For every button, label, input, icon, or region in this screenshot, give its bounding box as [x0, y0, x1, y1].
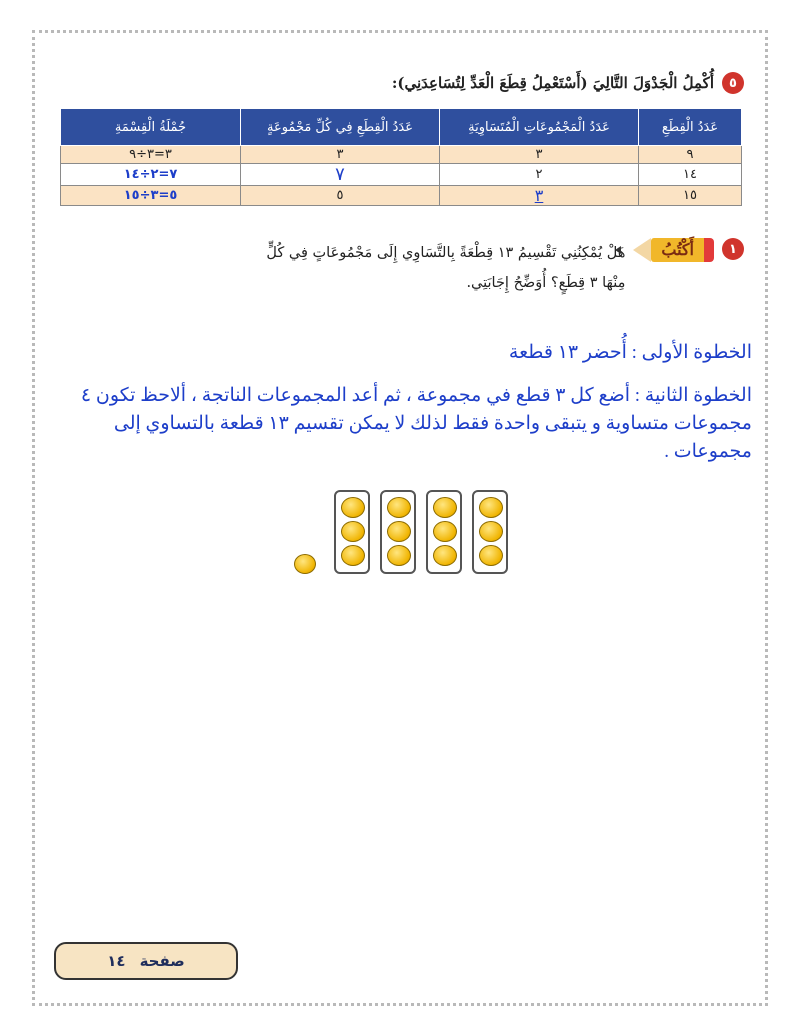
- cell-sentence: ٣=٣÷٩: [61, 146, 241, 164]
- cell-pieces: ٩: [639, 146, 742, 164]
- write-badge-label: أَكْتُبُ: [651, 238, 704, 262]
- question-1: [184, 238, 744, 298]
- question-1-line-1: هَلْ يُمْكِنُنِي تَقْسِيمُ ١٣ قِطْعَةً بِالتَّسَاوِي إِلَى مَجْمُوعَاتٍ فِي كُلٍّ: [266, 245, 626, 261]
- cell-groups: ٢: [440, 164, 639, 186]
- question-5-text: أُكْمِلُ الْجَدْوَلَ التَّالِيَ (أَسْتَعْمِلُ قِطَعَ الْعَدِّ لِتُسَاعِدَنِي):: [391, 74, 714, 92]
- cell-pieces: ١٥: [639, 186, 742, 206]
- pencil-tip: [633, 238, 651, 262]
- counter-chip: [387, 545, 411, 566]
- cell-pieces: ١٤: [639, 164, 742, 186]
- counter-chip: [433, 497, 457, 518]
- table-row: [61, 146, 742, 164]
- counter-chip: [341, 497, 365, 518]
- counter-group: [472, 490, 508, 574]
- question-number-badge: ١: [722, 238, 744, 260]
- question-1-text: [266, 238, 625, 298]
- leftover-counter: [294, 554, 316, 574]
- pencil-eraser: [704, 238, 714, 262]
- question-5: [392, 72, 744, 94]
- question-number-badge: ٥: [722, 72, 744, 94]
- counter-chip: [341, 545, 365, 566]
- cell-per-group: ٣: [241, 146, 440, 164]
- page-number-label: [54, 942, 238, 980]
- division-table: [60, 108, 742, 206]
- answer-step-2: الخطوة الثانية : أضع كل ٣ قطع في مجموعة ، ثم أعد المجموعات الناتجة ، ألاحظ تكون ٤ مجموعات متساوية و يتبقى واحدة فقط لذلك لا يمكن تقسيم ١٣ قطعة بالتساوي إلى مجموعات .: [80, 385, 752, 462]
- counter-group: [426, 490, 462, 574]
- counter-chip: [387, 497, 411, 518]
- table-header-row: [61, 109, 742, 146]
- counter-chip: [479, 545, 503, 566]
- question-1-line-2: مِنْهَا ٣ قِطَعٍ؟ أُوَضِّحُ إِجَابَتِي.: [466, 275, 626, 291]
- cell-per-group: ٥: [241, 186, 440, 206]
- counter-chip: [479, 497, 503, 518]
- counter-group: [380, 490, 416, 574]
- write-pencil-icon: [633, 238, 714, 262]
- counter-chip: [387, 521, 411, 542]
- answer-step-1: الخطوة الأولى : أُحضر ١٣ قطعة: [508, 342, 752, 363]
- cell-groups: ٣: [440, 146, 639, 164]
- header-pieces: عَدَدُ الْقِطَعِ: [639, 109, 742, 146]
- counters-illustration: [292, 488, 512, 580]
- counter-chip: [479, 521, 503, 542]
- header-per-group: عَدَدُ الْقِطَعِ فِي كُلِّ مَجْمُوعَةٍ: [241, 109, 440, 146]
- cell-groups-answer[interactable]: ٣: [440, 186, 639, 206]
- page-label-text: صفحة: [139, 952, 185, 970]
- table-row: [61, 186, 742, 206]
- cell-sentence-answer[interactable]: ٥=٣÷١٥: [61, 186, 241, 206]
- table-row: [61, 164, 742, 186]
- header-groups: عَدَدُ الْمَجْمُوعَاتِ الْمُتَسَاوِيَةِ: [440, 109, 639, 146]
- counter-chip: [433, 545, 457, 566]
- counter-chip: [433, 521, 457, 542]
- counter-chip: [341, 521, 365, 542]
- header-sentence: جُمْلَةُ الْقِسْمَةِ: [61, 109, 241, 146]
- cell-sentence-answer[interactable]: ٧=٢÷١٤: [61, 164, 241, 186]
- counter-group: [334, 490, 370, 574]
- page-number: ١٤: [107, 952, 126, 970]
- cell-per-group-answer[interactable]: ٧: [241, 164, 440, 186]
